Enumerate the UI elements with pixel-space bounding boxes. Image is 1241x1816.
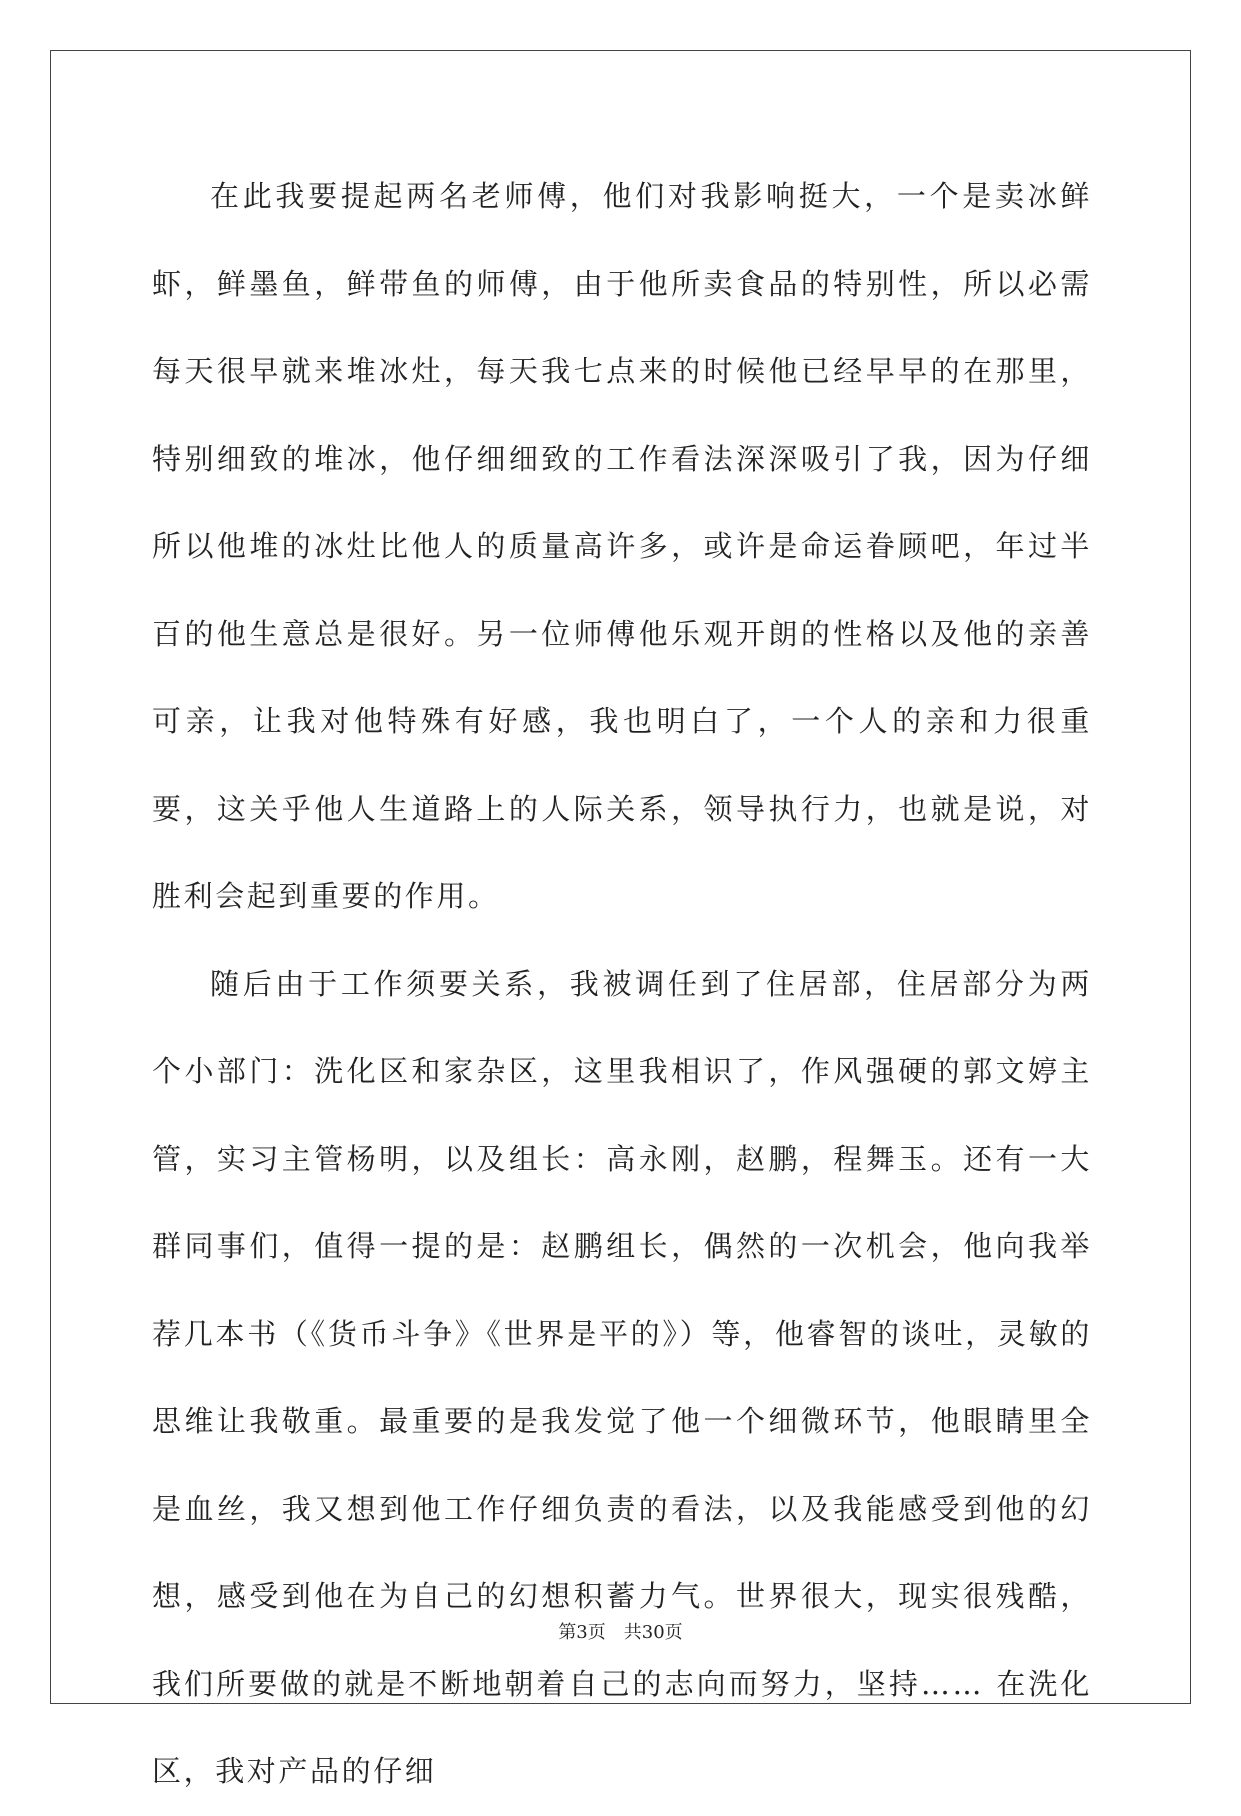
paragraph-2: 随后由于工作须要关系，我被调任到了住居部，住居部分为两个小部门：洗化区和家杂区，这里我相识了，作风强硬的郭文婷主管，实习主管杨明，以及组长：高永刚，赵鹏，程舞玉。还有一大群同事们，值得一提的是：赵鹏组长，偶然的一次机会，他向我举荐几本书（《货币斗争》《世界是平的》）等，他睿智的谈吐，灵敏的思维让我敬重。最重要的是我发觉了他一个细微环节，他眼睛里全是血丝，我又想到他工作仔细负责的看法，以及我能感受到他的幻想，感受到他在为自己的幻想积蓄力气。世界很大，现实很残酷，我们所要做的就是不断地朝着自己的志向而努力，坚持…… 在洗化区，我对产品的仔细 xyxy=(152,966,1092,1788)
page-total: 共30页 xyxy=(623,1622,683,1643)
page-number: 第3页 xyxy=(558,1622,606,1643)
paragraph-1: 在此我要提起两名老师傅，他们对我影响挺大，一个是卖冰鲜虾，鲜墨鱼，鲜带鱼的师傅，由于他所卖食品的特别性，所以必需每天很早就来堆冰灶，每天我七点来的时候他已经早早的在那里，特别细致的堆冰，他仔细细致的工作看法深深吸引了我，因为仔细所以他堆的冰灶比他人的质量高许多，或许是命运眷顾吧，年过半百的他生意总是很好。另一位师傅他乐观开朗的性格以及他的亲善可亲，让我对他特殊有好感，我也明白了，一个人的亲和力很重要，这关乎他人生道路上的人际关系，领导执行力，也就是说，对胜利会起到重要的作用。 xyxy=(152,179,1092,913)
document-body xyxy=(152,153,1092,1816)
page-footer xyxy=(0,1618,1241,1644)
